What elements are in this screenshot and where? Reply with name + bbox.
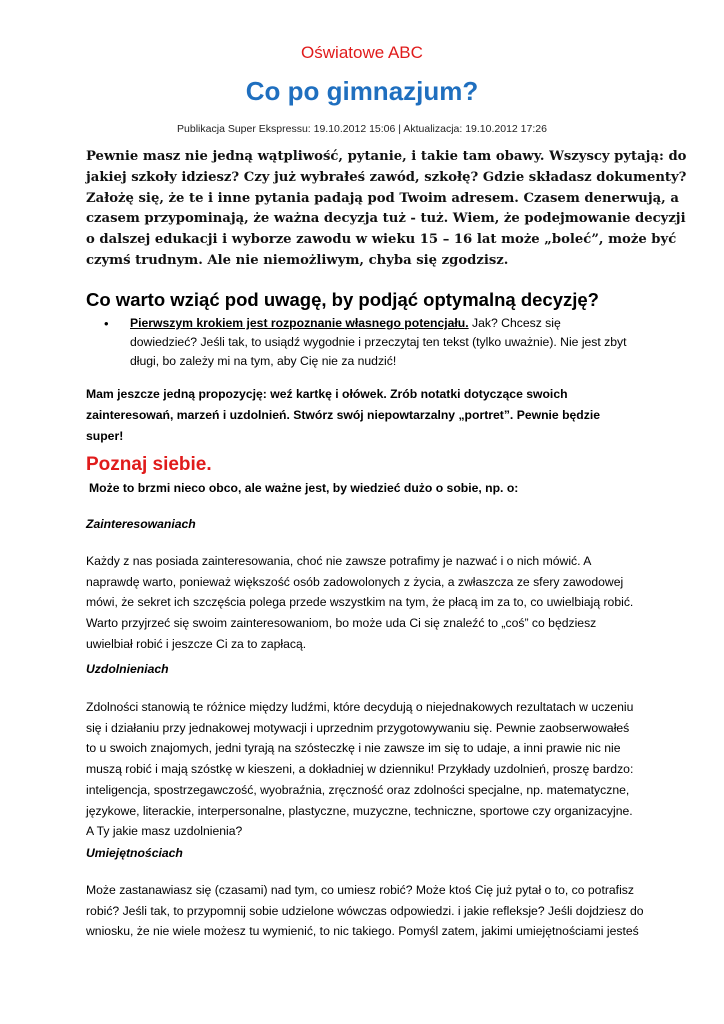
lead-line: czasem przypominają, że ważna decyzja tuż - tuż. Wiem, że podejmowanie decyzji xyxy=(86,211,686,227)
bullet-strong-text: Pierwszym krokiem jest rozpoznanie własnego potencjału. xyxy=(130,316,469,330)
series-label: Oświatowe ABC xyxy=(301,43,423,62)
paragraph-line: inteligencja, spostrzegawczość, wyobraźnia, zręczność oraz zdolności specjalne, np. matematyczne, xyxy=(86,782,630,797)
paragraph-line: naprawdę warto, ponieważ większość osób zadowolonych z życia, a zwłaszcza ze sfery zawodowej xyxy=(86,574,624,589)
paragraph-line: Może zastanawiasz się (czasami) nad tym, co umiesz robić? Może ktoś Cię już pytał o to, co potrafisz xyxy=(86,883,634,897)
lead-paragraph xyxy=(86,147,687,272)
paragraph-line: Warto przyjrzeć się swoim zainteresowaniom, bo może uda Ci się znaleźć to „coś” co będziesz xyxy=(86,616,597,631)
tip-paragraph xyxy=(86,384,646,447)
subheading-interests: Zainteresowaniach xyxy=(86,517,196,531)
paragraph-line: się i działaniu przy jednakowej motywacji i uprzednim przygotowywaniu się. Pewnie zaobserwowałeś xyxy=(86,720,630,735)
paragraph-line: robić? Jeśli tak, to przypomnij sobie udzielone wówczas odpowiedzi. i jakie refleksje? Jeśli dojdziesz do xyxy=(86,903,644,918)
paragraph-line: Zdolności stanowią te różnice między ludźmi, które decydują o niejednakowych rezultatach w uczeniu xyxy=(86,700,634,714)
publication-info: Publikacja Super Ekspressu: 19.10.2012 15:06 | Aktualizacja: 19.10.2012 17:26 xyxy=(177,123,547,135)
lead-line: Pewnie masz nie jedną wątpliwość, pytanie, i takie tam obawy. Wszyscy pytają: do xyxy=(86,149,687,164)
paragraph-line: uwielbiał robić i jeszcze Ci za to zapłacą. xyxy=(86,636,307,651)
section-heading: Co warto wziąć pod uwagę, by podjąć optymalną decyzję? xyxy=(86,289,599,310)
know-yourself-heading: Poznaj siebie. xyxy=(86,454,212,475)
paragraph-line: językowe, literackie, interpersonalne, plastyczne, muzyczne, techniczne, sportowe czy organizacyjne. xyxy=(86,803,633,818)
subheading-talents: Uzdolnieniach xyxy=(86,662,169,676)
paragraph-talents xyxy=(86,697,646,842)
paragraph-line: A Ty jakie masz uzdolnienia? xyxy=(86,824,243,839)
tip-line: Mam jeszcze jedną propozycję: weź kartkę i ołówek. Zrób notatki dotyczące swoich xyxy=(86,387,568,401)
bullet-marker: • xyxy=(104,316,109,331)
lead-line: o dalszej edukacji i wyborze zawodu w wieku 15 – 16 lat może „boleć”, może być xyxy=(86,232,677,248)
paragraph-skills xyxy=(86,880,646,942)
lead-line: jakiej szkoły idziesz? Czy już wybrałeś zawód, szkołę? Gdzie składasz dokumenty? xyxy=(86,169,687,185)
paragraph-line: wniosku, że nie wiele możesz tu wymienić, to nic takiego. Pomyśl zatem, jakimi umiejętnościami jesteś xyxy=(86,924,639,939)
tip-line: super! xyxy=(86,429,124,443)
bullet-line: długi, bo zależy mi na tym, aby Cię nie za nudzić! xyxy=(130,354,397,368)
paragraph-line: muszą robić i mają szóstkę w kieszeni, a dokładniej w dzienniku! Przykłady uzdolnień, proszę bardzo: xyxy=(86,762,634,777)
lead-line: czymś trudnym. Ale nie niemożliwym, chyba się zgodzisz. xyxy=(86,252,509,268)
bullet-line: dowiedzieć? Jeśli tak, to usiądź wygodnie i przeczytaj ten tekst (tylko uważnie). Nie jest zbyt xyxy=(130,335,627,349)
paragraph-line: mówi, że sekret ich szczęścia polega przede wszystkim na tym, że płacą im za to, co uwielbiają robić. xyxy=(86,595,634,610)
paragraph-line: to u swoich znajomych, jedni tyrają na szósteczkę i nie zawsze im się to udaje, a inni prawie nic nie xyxy=(86,741,621,756)
bullet-text: Jak? Chcesz się xyxy=(468,316,561,330)
know-yourself-intro: Może to brzmi nieco obco, ale ważne jest, by wiedzieć dużo o sobie, np. o: xyxy=(89,481,519,495)
paragraph-interests xyxy=(86,551,646,655)
tip-line: zainteresowań, marzeń i uzdolnień. Stwórz swój niepowtarzalny „portret”. Pewnie będzie xyxy=(86,408,600,422)
lead-line: Założę się, że te i inne pytania padają pod Twoim adresem. Czasem denerwują, a xyxy=(86,190,679,206)
page-title: Co po gimnazjum? xyxy=(245,76,479,106)
paragraph-line: Każdy z nas posiada zainteresowania, choć nie zawsze potrafimy je nazwać i o nich mówić. A xyxy=(86,554,592,568)
subheading-skills: Umiejętnościach xyxy=(86,846,183,860)
